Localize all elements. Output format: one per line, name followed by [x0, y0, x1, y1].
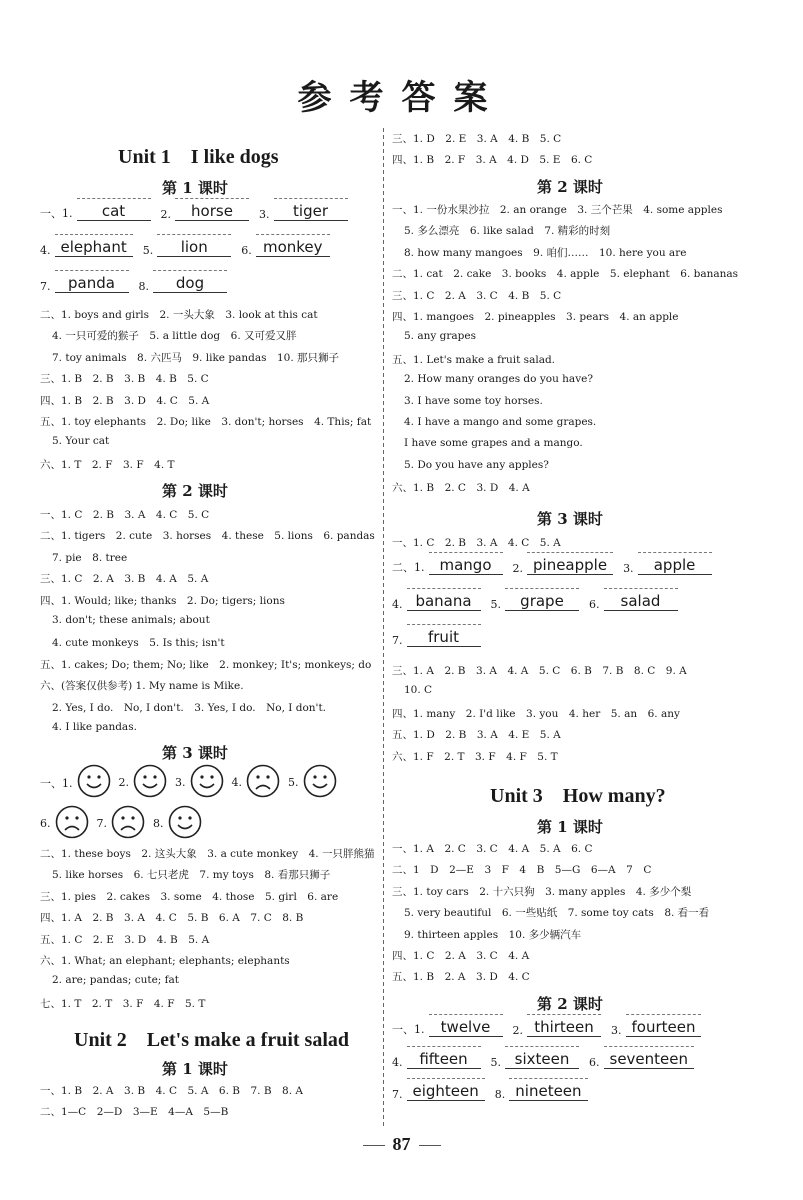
handwriting-word: pineapple: [527, 556, 613, 575]
item-number: 3.: [623, 562, 634, 575]
answer-line: 5. any grapes: [404, 330, 476, 343]
answer-line: I have some grapes and a mango.: [404, 437, 583, 450]
face-item: [119, 764, 168, 801]
face-item: [153, 805, 202, 842]
answer-line: 5. like horses 6. 七只老虎 7. my toys 8. 看那只狮子: [52, 869, 331, 882]
handwriting-item: [495, 1082, 588, 1101]
answer-line: 三、1. toy cars 2. 十六只狗 3. many apples 4. 多少个梨: [392, 885, 692, 898]
handwriting-row: [392, 628, 491, 647]
unit-2-title: Unit 2 Let's make a fruit salad: [74, 1029, 349, 1051]
answer-line: 五、1. toy elephants 2. Do; like 3. don't; horses 4. This; fat: [40, 416, 372, 428]
item-number: 6.: [589, 1056, 600, 1069]
sad-face-icon: [242, 764, 280, 801]
handwriting-item: [491, 592, 580, 611]
answer-line: 一、1. 一份水果沙拉 2. an orange 3. 三个芒果 4. some apples: [392, 204, 723, 216]
answer-line: 2. are; pandas; cute; fat: [52, 974, 180, 987]
answer-line: 三、1. pies 2. cakes 3. some 4. those 5. girl 6. are: [40, 890, 339, 903]
handwriting-word: mango: [429, 556, 503, 575]
handwriting-word: fifteen: [407, 1050, 481, 1069]
item-number: 3.: [611, 1024, 622, 1037]
answer-line: 四、1. mangoes 2. pineapples 3. pears 4. an apple: [392, 311, 679, 323]
handwriting-row: [40, 202, 358, 221]
answer-line: 4. 一只可爱的猴子 5. a little dog 6. 又可爱又胖: [52, 330, 297, 343]
answer-line: 2. How many oranges do you have?: [404, 373, 593, 386]
handwriting-word: banana: [407, 592, 481, 611]
item-number: 一、1.: [40, 207, 73, 220]
answer-line: 一、1. C 2. B 3. A 4. C 5. A: [392, 537, 561, 549]
answer-line: 5. Your cat: [52, 435, 110, 448]
item-number: 7.: [392, 1088, 403, 1101]
unit-1-title: Unit 1 I like dogs: [118, 146, 279, 168]
handwriting-item: [491, 1050, 580, 1069]
handwriting-item: [40, 274, 129, 293]
handwriting-word: panda: [55, 274, 129, 293]
answer-line: 二、1—C 2—D 3—E 4—A 5—B: [40, 1106, 229, 1119]
handwriting-row: [392, 1082, 598, 1101]
item-number: 一、1.: [392, 1023, 425, 1036]
answer-line: 四、1. Would; like; thanks 2. Do; tigers; lions: [40, 594, 285, 607]
answer-line: 四、1. B 2. B 3. D 4. C 5. A: [40, 394, 210, 407]
handwriting-item: [392, 592, 481, 611]
face-item: [175, 764, 224, 801]
answer-line: 二、1. these boys 2. 这头大象 3. a cute monkey 4. 一只胖熊猫: [40, 848, 375, 860]
face-item: [288, 764, 337, 801]
item-number: 8.: [153, 817, 164, 830]
handwriting-item: [392, 628, 481, 647]
handwriting-word: cat: [77, 202, 151, 221]
answer-line: 六、1. What; an elephant; elephants; elephants: [40, 955, 290, 967]
handwriting-word: dog: [153, 274, 227, 293]
answer-line: 五、1. cakes; Do; them; No; like 2. monkey; It's; monkeys; do: [40, 658, 372, 671]
handwriting-word: elephant: [55, 238, 133, 257]
item-number: 5.: [490, 598, 501, 611]
answer-line: 8. how many mangoes 9. 咱们…… 10. here you are: [404, 246, 687, 259]
unit-2-lesson-2-title: 第 2 课时: [537, 178, 603, 196]
answer-line: 六、1. T 2. F 3. F 4. T: [40, 458, 175, 471]
smiley-face-icon: [164, 805, 202, 842]
item-number: 2.: [512, 562, 523, 575]
handwriting-word: eighteen: [407, 1082, 485, 1101]
item-number: 6.: [241, 244, 252, 257]
handwriting-item: [611, 1018, 701, 1037]
face-item: [232, 764, 281, 801]
handwriting-item: [161, 202, 250, 221]
answer-line: 七、1. T 2. T 3. F 4. F 5. T: [40, 997, 206, 1010]
sad-face-icon: [51, 805, 89, 842]
answer-line: 5. very beautiful 6. 一些贴纸 7. some toy cats 8. 看一看: [404, 907, 710, 920]
handwriting-word: thirteen: [527, 1018, 601, 1037]
item-number: 5.: [490, 1056, 501, 1069]
item-number: 6.: [40, 817, 51, 830]
handwriting-row: [392, 1050, 704, 1069]
unit-2-lesson-1-title: 第 1 课时: [162, 1060, 228, 1078]
answer-line: 二、1. tigers 2. cute 3. horses 4. these 5. lions 6. pandas: [40, 530, 375, 543]
item-number: 7.: [392, 634, 403, 647]
item-number: 二、1.: [392, 561, 425, 574]
handwriting-word: horse: [175, 202, 249, 221]
item-number: 8.: [494, 1088, 506, 1101]
answer-line: 5. Do you have any apples?: [404, 458, 549, 471]
answer-line: 五、1. B 2. A 3. D 4. C: [392, 971, 530, 984]
answer-line: 二、1. cat 2. cake 3. books 4. apple 5. elephant 6. bananas: [392, 268, 739, 281]
item-number: 5.: [288, 776, 299, 789]
face-row: [40, 764, 345, 801]
unit-1-lesson-2-title: 第 2 课时: [162, 482, 228, 500]
handwriting-item: [143, 238, 232, 257]
handwriting-item: [392, 1050, 481, 1069]
smiley-face-icon: [73, 764, 111, 801]
item-number: 7.: [96, 817, 107, 830]
handwriting-row: [40, 238, 340, 257]
answer-line: 六、1. B 2. C 3. D 4. A: [392, 482, 530, 495]
handwriting-row: [40, 274, 237, 293]
handwriting-item: [40, 238, 133, 257]
item-number: 一、1.: [40, 776, 73, 790]
answer-line: 三、1. B 2. B 3. B 4. B 5. C: [40, 373, 209, 386]
answer-line: 9. thirteen apples 10. 多少辆汽车: [404, 928, 582, 941]
answer-line: 六、1. F 2. T 3. F 4. F 5. T: [392, 750, 558, 763]
unit-1-lesson-1-title: 第 1 课时: [162, 179, 228, 197]
handwriting-word: fruit: [407, 628, 481, 647]
handwriting-item: [139, 274, 228, 293]
handwriting-item: [589, 1050, 694, 1069]
footer-dash-left: [363, 1145, 385, 1146]
answer-line: 7. toy animals 8. 六匹马 9. like pandas 10. 那只狮子: [52, 351, 340, 364]
answer-line: 一、1. B 2. A 3. B 4. C 5. A 6. B 7. B 8. A: [40, 1085, 303, 1097]
answer-line: 三、1. A 2. B 3. A 4. A 5. C 6. B 7. B 8. C 9. A: [392, 665, 687, 677]
handwriting-word: nineteen: [509, 1082, 587, 1101]
item-number: 7.: [40, 280, 51, 293]
page-number: 87: [392, 1134, 411, 1154]
smiley-face-icon: [186, 764, 224, 801]
item-number: 2.: [160, 208, 171, 221]
page-title: 参考答案: [297, 78, 506, 118]
item-number: 4.: [40, 244, 51, 257]
answer-line: 二、1. boys and girls 2. 一头大象 3. look at this cat: [40, 309, 318, 321]
answer-line: 3. don't; these animals; about: [52, 614, 210, 626]
handwriting-item: [40, 202, 151, 221]
answer-line: 3. I have some toy horses.: [404, 394, 543, 407]
answer-line: 四、1. many 2. I'd like 3. you 4. her 5. an 6. any: [392, 707, 680, 720]
unit-1-lesson-3-title: 第 3 课时: [162, 744, 228, 762]
handwriting-item: [241, 238, 330, 257]
item-number: 2.: [118, 776, 129, 789]
item-number: 8.: [138, 280, 149, 293]
answer-line: 三、1. C 2. A 3. B 4. A 5. A: [40, 573, 209, 586]
answer-line: 四、1. A 2. B 3. A 4. C 5. B 6. A 7. C 8. B: [40, 912, 304, 925]
unit-2-lesson-3-title: 第 3 课时: [537, 510, 603, 528]
answer-line: 四、1. B 2. F 3. A 4. D 5. E 6. C: [392, 154, 593, 167]
handwriting-word: monkey: [256, 238, 330, 257]
answer-line: 五、1. Let's make a fruit salad.: [392, 353, 556, 366]
handwriting-item: [392, 1082, 485, 1101]
unit-3-title: Unit 3 How many?: [490, 785, 666, 807]
answer-line: 二、1 D 2—E 3 F 4 B 5—G 6—A 7 C: [392, 864, 652, 877]
unit-3-lesson-1-title: 第 1 课时: [537, 818, 603, 836]
smiley-face-icon: [299, 764, 337, 801]
handwriting-item: [513, 1018, 602, 1037]
answer-line: 5. 多么漂亮 6. like salad 7. 精彩的时刻: [404, 225, 611, 238]
item-number: 5.: [142, 244, 154, 257]
handwriting-word: tiger: [274, 202, 348, 221]
item-number: 2.: [512, 1024, 523, 1037]
handwriting-row: [392, 1018, 711, 1037]
answer-line: 三、1. C 2. A 3. C 4. B 5. C: [392, 289, 562, 302]
handwriting-word: salad: [604, 592, 678, 611]
handwriting-row: [392, 592, 688, 611]
handwriting-item: [513, 556, 614, 575]
handwriting-item: [259, 202, 348, 221]
handwriting-word: twelve: [429, 1018, 503, 1037]
handwriting-row: [392, 556, 722, 575]
answer-line: 4. I like pandas.: [52, 721, 137, 733]
answer-line: 4. I have a mango and some grapes.: [404, 416, 597, 428]
handwriting-word: apple: [638, 556, 712, 575]
answer-line: 2. Yes, I do. No, I don't. 3. Yes, I do. No, I don't.: [52, 701, 327, 714]
handwriting-word: lion: [157, 238, 231, 257]
handwriting-word: grape: [505, 592, 579, 611]
answer-line: 五、1. C 2. E 3. D 4. B 5. A: [40, 933, 210, 946]
answer-line: 一、1. C 2. B 3. A 4. C 5. C: [40, 509, 210, 521]
handwriting-word: seventeen: [604, 1050, 695, 1069]
face-item: [97, 805, 146, 842]
sad-face-icon: [107, 805, 145, 842]
item-number: 4.: [231, 776, 242, 789]
column-divider: [383, 128, 384, 1128]
handwriting-item: [392, 1018, 503, 1037]
answer-line: 4. cute monkeys 5. Is this; isn't: [52, 637, 225, 650]
item-number: 3.: [175, 776, 186, 789]
face-item: [40, 805, 89, 842]
footer-dash-right: [419, 1145, 441, 1146]
unit-3-lesson-2-title: 第 2 课时: [537, 995, 603, 1013]
item-number: 4.: [392, 598, 403, 611]
page-number-footer: [0, 1134, 803, 1155]
handwriting-item: [589, 592, 678, 611]
item-number: 4.: [392, 1056, 403, 1069]
answer-line: 五、1. D 2. B 3. A 4. E 5. A: [392, 729, 561, 742]
answer-line: 一、1. A 2. C 3. C 4. A 5. A 6. C: [392, 843, 593, 855]
answer-line: 四、1. C 2. A 3. C 4. A: [392, 950, 530, 962]
handwriting-item: [623, 556, 712, 575]
item-number: 6.: [589, 598, 600, 611]
answer-line: 三、1. D 2. E 3. A 4. B 5. C: [392, 133, 562, 145]
smiley-face-icon: [129, 764, 167, 801]
handwriting-word: sixteen: [505, 1050, 579, 1069]
answer-line: 7. pie 8. tree: [52, 551, 128, 564]
answer-line: 六、(答案仅供参考) 1. My name is Mike.: [40, 680, 244, 693]
handwriting-item: [392, 556, 503, 575]
answer-line: 10. C: [404, 684, 433, 697]
handwriting-word: fourteen: [626, 1018, 702, 1037]
item-number: 3.: [259, 208, 270, 221]
face-row: [40, 805, 210, 842]
face-item: [40, 764, 111, 801]
